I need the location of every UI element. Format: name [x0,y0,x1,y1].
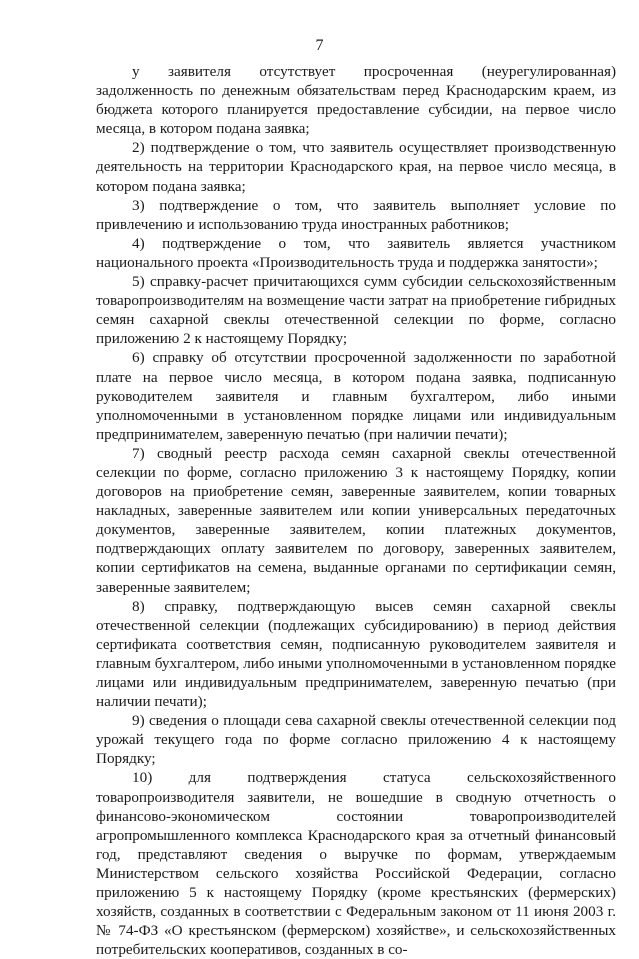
paragraph-item-10: 10) для подтверждения статуса сельскохозяйственного товаропроизводителя заявители, не вошедшие в сводную отчетность о финансово-экономическом состоянии товаропроизводителей агропромышленного комплекса Краснодарского края за отчетный финансовый год, представляют сведения о выручке по формам, утверждаемым Министерством сельского хозяйства Российской Федерации, согласно приложению 5 к настоящему Порядку (кроме крестьянских (фермерских) хозяйств, созданных в соответствии с Федеральным законом от 11 июня 2003 г. № 74-ФЗ «О крестьянском (фермерском) хозяйстве», и сельскохозяйственных потребительских кооперативов, созданных в со- [96,769,616,959]
paragraph-item-8: 8) справку, подтверждающую высев семян сахарной свеклы отечественной селекции (подлежащих субсидированию) в период действия сертификата соответствия семян, подписанную руководителем заявителя и главным бухгалтером, либо иными уполномоченными в установленном порядке лицами или индивидуальным предпринимателем, заверенную печатью (при наличии печати); [96,597,616,711]
paragraph-item-5: 5) справку-расчет причитающихся сумм субсидии сельскохозяйственным товаропроизводителям на возмещение части затрат на приобретение гибридных семян сахарной свеклы отечественной селекции по форме, согласно приложению 2 к настоящему Порядку; [96,273,616,348]
paragraph-item-3: 3) подтверждение о том, что заявитель выполняет условие по привлечению и использованию труда иностранных работников; [96,196,616,233]
paragraph-item-2: 2) подтверждение о том, что заявитель осуществляет производственную деятельность на территории Краснодарского края, на первое число месяца, в котором подана заявка; [96,139,616,195]
paragraph-item-9: 9) сведения о площади сева сахарной свеклы отечественной селекции под урожай текущего года по форме согласно приложению 4 к настоящему Порядку; [96,712,616,768]
paragraph-item-6: 6) справку об отсутствии просроченной задолженности по заработной плате на первое число месяца, в котором подана заявка, подписанную руководителем заявителя и главным бухгалтером, либо иными уполномоченными в установленном порядке лицами или индивидуальным предпринимателем, заверенную печатью (при наличии печати); [96,349,616,443]
paragraph-item-4: 4) подтверждение о том, что заявитель является участником национального проекта «Производительность труда и поддержка занятости»; [96,234,616,271]
paragraph-continued: у заявителя отсутствует просроченная (неурегулированная) задолженность по денежным обязательствам перед Краснодарским краем, из бюджета которого планируется предоставление субсидии, на первое число месяца, в котором подана заявка; [96,63,616,138]
document-body [96,62,616,959]
page-number: 7 [315,37,324,54]
paragraph-item-7: 7) сводный реестр расхода семян сахарной свеклы отечественной селекции по форме, согласно приложению 3 к настоящему Порядку, копии договоров на приобретение семян, заверенные заявителем, копии товарных накладных, заверенные заявителем или копии универсальных передаточных документов, заверенные заявителем, копии платежных документов, подтверждающих оплату заявителем по договору, заверенных заявителем, копии сертификатов на семена, выданные органами по сертификации семян, заверенные заявителем; [96,444,616,596]
